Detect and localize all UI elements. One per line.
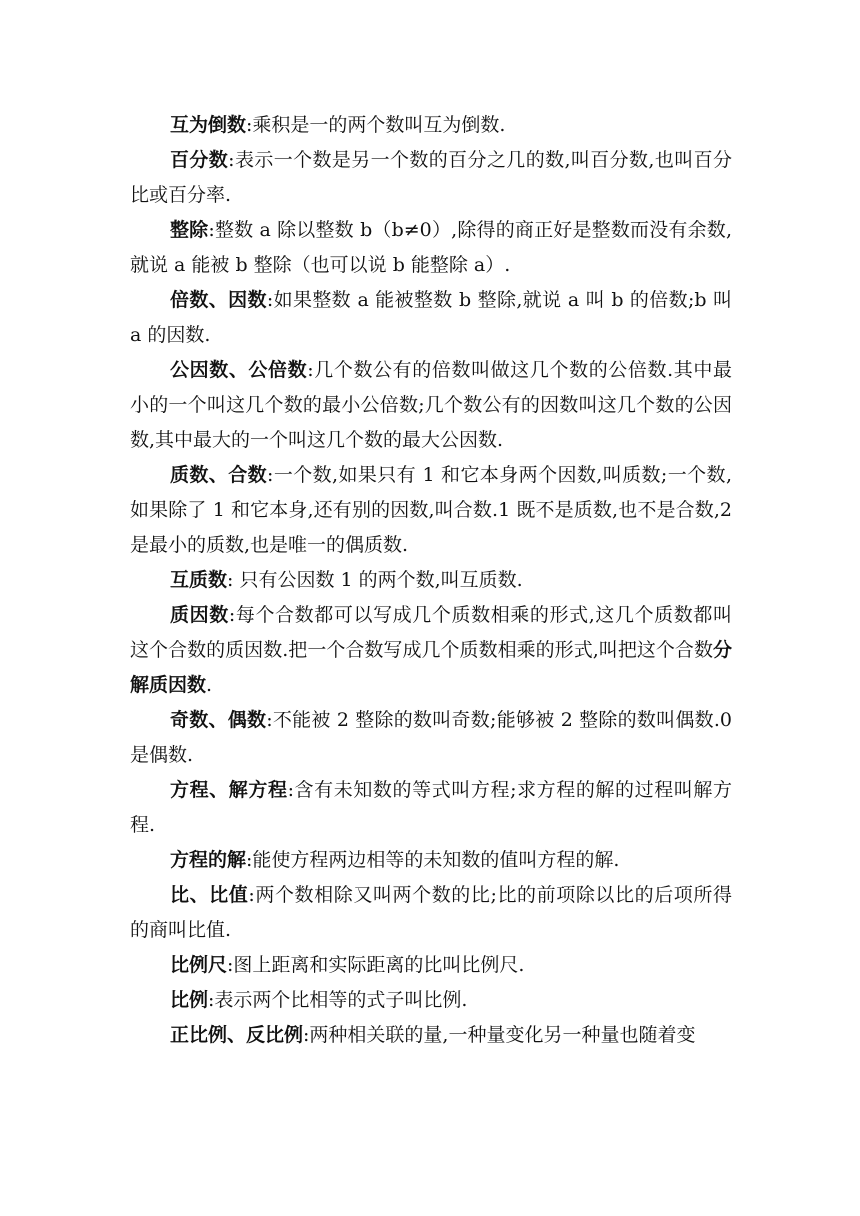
- definition-term: 奇数、偶数: [170, 709, 267, 731]
- definition-paragraph: [130, 563, 732, 598]
- definition-text: :两个数相除又叫两个数的比;比的前项除以比的后项所得的商叫比值.: [130, 884, 732, 941]
- definition-term: 比、比值: [170, 884, 249, 906]
- definition-term: 质数、合数: [170, 464, 268, 486]
- definition-paragraph: [130, 983, 732, 1018]
- definition-text: :表示一个数是另一个数的百分之几的数,叫百分数,也叫百分比或百分率.: [130, 149, 732, 206]
- definition-paragraph: [130, 213, 732, 283]
- definition-text: :乘积是一的两个数叫互为倒数.: [246, 114, 506, 136]
- definition-paragraph: [130, 948, 732, 983]
- definition-term: 整除: [170, 219, 209, 241]
- definition-term: 百分数: [170, 149, 229, 171]
- definition-term: 正比例、反比例: [170, 1024, 304, 1046]
- definition-text: :整数 a 除以整数 b（b≠0）,除得的商正好是整数而没有余数,就说 a 能被 b 整除（也可以说 b 能整除 a）.: [130, 219, 732, 276]
- definition-paragraph: [130, 108, 732, 143]
- definition-term: 方程的解: [170, 849, 247, 871]
- definition-text: :如果整数 a 能被整数 b 整除,就说 a 叫 b 的倍数;b 叫 a 的因数.: [130, 289, 732, 346]
- definition-paragraph: [130, 283, 732, 353]
- definition-text: :表示两个比相等的式子叫比例.: [208, 989, 468, 1011]
- definition-term: 倍数、因数: [170, 289, 267, 311]
- definition-term: 比例: [170, 989, 209, 1011]
- definition-text: :能使方程两边相等的未知数的值叫方程的解.: [246, 849, 620, 871]
- document-page: [130, 108, 732, 1053]
- definition-paragraph: [130, 143, 732, 213]
- definition-text: :几个数公有的倍数叫做这几个数的公倍数.其中最小的一个叫这几个数的最小公倍数;几个数公有的因数叫这几个数的公因数,其中最大的一个叫这几个数的最大公因数.: [130, 359, 732, 451]
- definition-paragraph: [130, 353, 732, 458]
- definition-paragraph: [130, 458, 732, 563]
- definition-text: :不能被 2 整除的数叫奇数;能够被 2 整除的数叫偶数.0 是偶数.: [130, 709, 732, 766]
- definition-term: 公因数、公倍数: [170, 359, 308, 381]
- definition-paragraph: [130, 773, 732, 843]
- definition-text: :每个合数都可以写成几个质数相乘的形式,这几个质数都叫这个合数的质因数.把一个合数写成几个质数相乘的形式,叫把这个合数: [130, 604, 732, 661]
- definition-paragraph: [130, 598, 732, 703]
- definition-paragraph: [130, 843, 732, 878]
- definition-paragraph: [130, 878, 732, 948]
- definition-term: 互为倒数: [170, 114, 247, 136]
- definition-term: 方程、解方程: [170, 779, 288, 801]
- definition-text: :图上距离和实际距离的比叫比例尺.: [227, 954, 525, 976]
- definition-paragraph: [130, 1018, 732, 1053]
- definition-text: :含有未知数的等式叫方程;求方程的解的过程叫解方程.: [130, 779, 732, 836]
- definition-bold-inline: 分解质因数: [130, 639, 732, 696]
- definition-term: 互质数: [170, 569, 228, 591]
- definition-text: :一个数,如果只有 1 和它本身两个因数,叫质数;一个数,如果除了 1 和它本身,还有别的因数,叫合数.1 既不是质数,也不是合数,2 是最小的质数,也是唯一的偶质数.: [130, 464, 732, 556]
- definition-text: :两种相关联的量,一种量变化另一种量也随着变: [303, 1024, 696, 1046]
- definition-term: 质因数: [170, 604, 229, 626]
- definition-text: : 只有公因数 1 的两个数,叫互质数.: [227, 569, 523, 591]
- definition-text-after: .: [206, 674, 213, 696]
- definition-paragraph: [130, 703, 732, 773]
- definition-term: 比例尺: [170, 954, 228, 976]
